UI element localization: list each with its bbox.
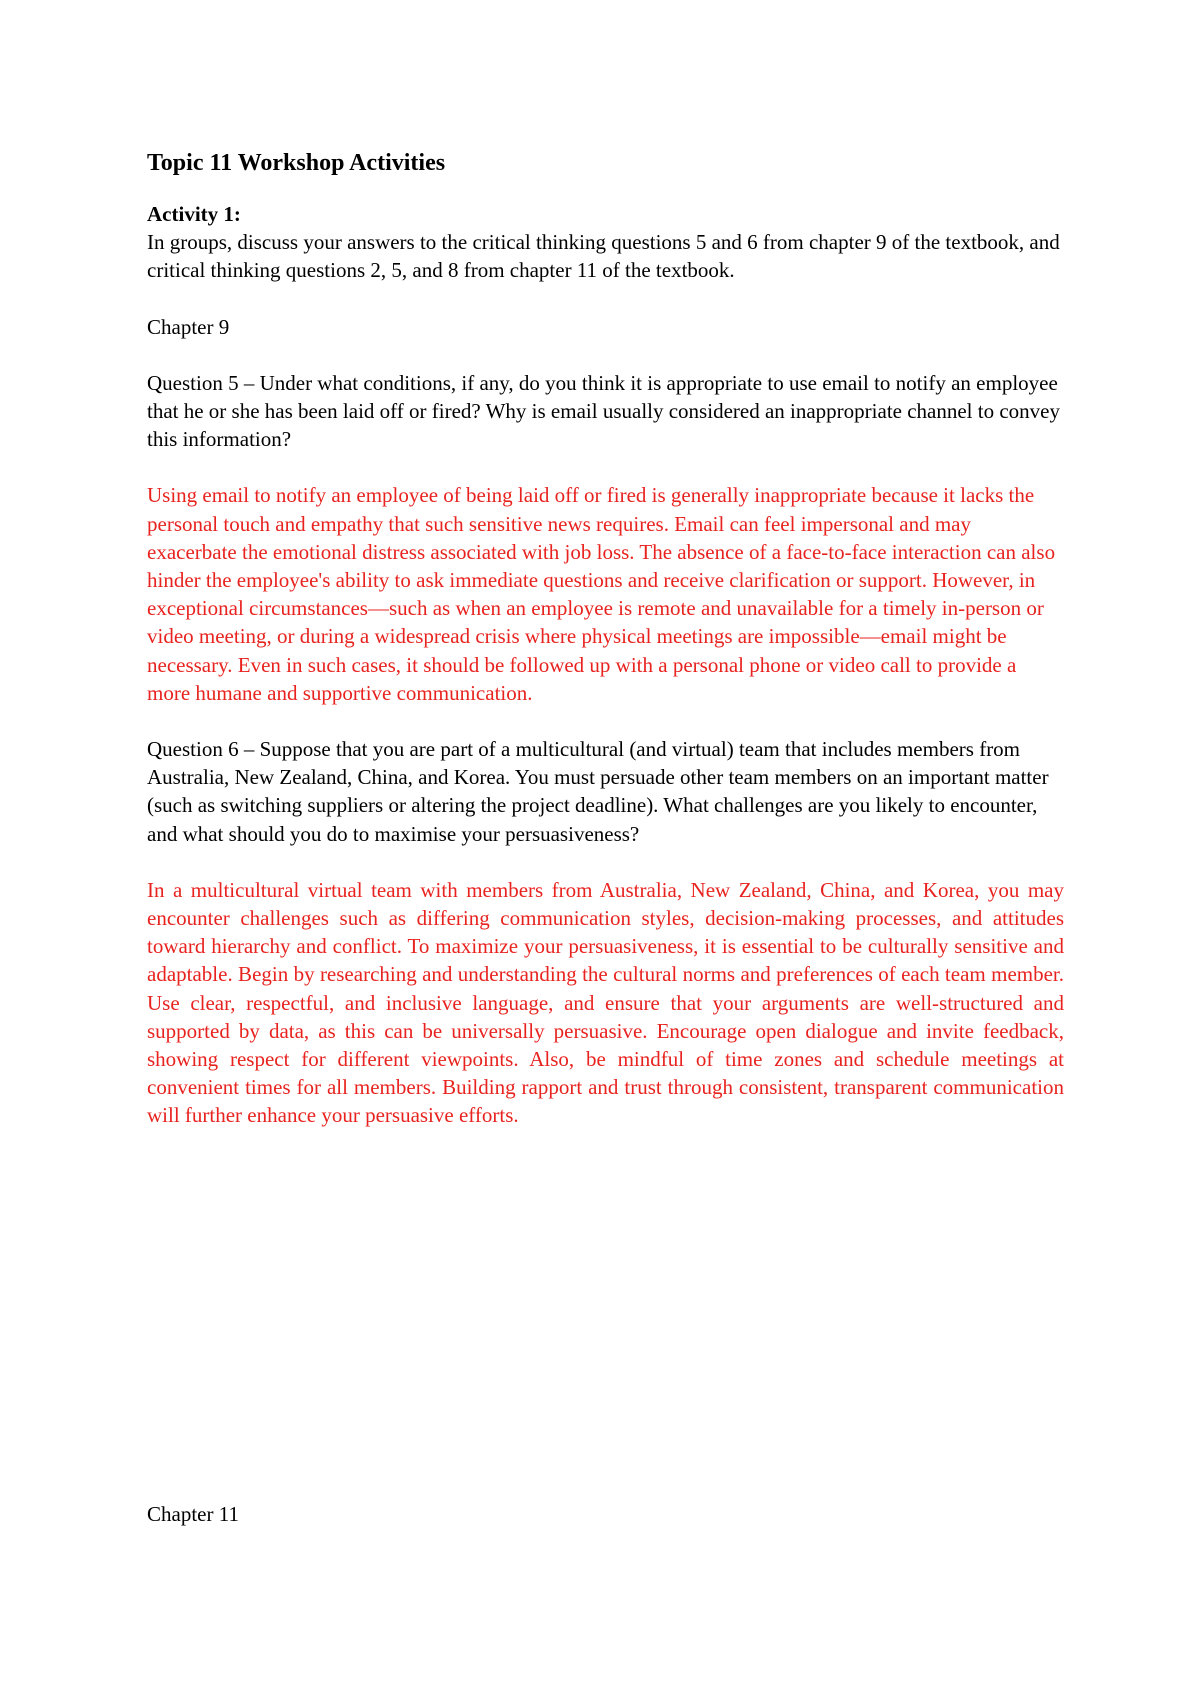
chapter-11-heading: Chapter 11 [147,1502,239,1526]
chapter-9-heading: Chapter 9 [147,314,230,339]
question-6: Question 6 – Suppose that you are part of a multicultural (and virtual) team that includes members from Australia, New Zealand, China, and Korea. You must persuade other team members on an important matter (such as switching suppliers or altering the project deadline). What challenges are you likely to encounter, and what should you do to maximise your persuasiveness? [147,737,1049,846]
document-title: Topic 11 Workshop Activities [147,150,446,176]
answer-5: Using email to notify an employee of being laid off or fired is generally inappropriate because it lacks the personal touch and empathy that such sensitive news requires. Email can feel impersonal and may exacerbate the emotional distress associated with job loss. The absence of a face-to-face interaction can also hinder the employee's ability to ask immediate questions and receive clarification or support. However, in exceptional circumstances—such as when an employee is remote and unavailable for a timely in-person or video meeting, or during a widespread crisis where physical meetings are impossible—email might be necessary. Even in such cases, it should be followed up with a personal phone or video call to provide a more humane and supportive communication. [147,483,1056,705]
document-page [147,148,1064,1158]
question-5: Question 5 – Under what conditions, if any, do you think it is appropriate to use email to notify an employee that he or she has been laid off or fired? Why is email usually considered an inappropriate channel to convey this information? [147,370,1060,452]
activity-label: Activity 1: [147,202,241,226]
answer-6: In a multicultural virtual team with members from Australia, New Zealand, China, and Korea, you may encounter challenges such as differing communication styles, decision-making processes, and attitudes toward hierarchy and conflict. To maximize your persuasiveness, it is essential to be culturally sensitive and adaptable. Begin by researching and understanding the cultural norms and preferences of each team member. Use clear, respectful, and inclusive language, and ensure that your arguments are well-structured and supported by data, as this can be universally persuasive. Encourage open dialogue and invite feedback, showing respect for different viewpoints. Also, be mindful of time zones and schedule meetings at convenient times for all members. Building rapport and trust through consistent, transparent communication will further enhance your persuasive efforts. [147,877,1064,1128]
activity-intro: In groups, discuss your answers to the critical thinking questions 5 and 6 from chapter 9 of the textbook, and critical thinking questions 2, 5, and 8 from chapter 11 of the textbook. [147,230,1060,283]
